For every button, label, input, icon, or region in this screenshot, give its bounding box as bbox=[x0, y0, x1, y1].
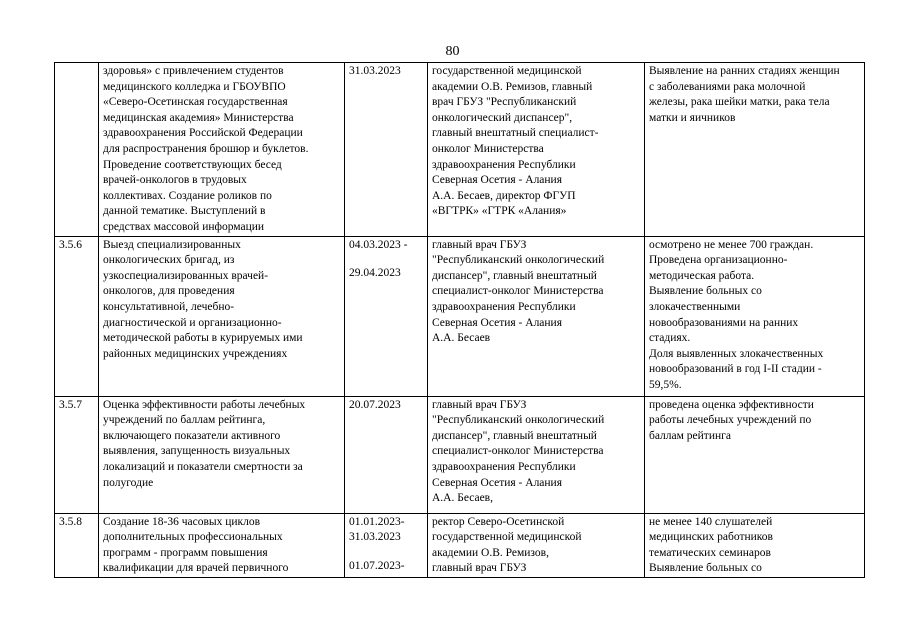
deadline-cell bbox=[345, 396, 428, 513]
item-number-cell: 3.5.7 bbox=[55, 396, 99, 513]
activity-cell: здоровья» с привлечением студентов медицинского колледжа и ГБОУВПО «Северо-Осетинская государственная медицинская академия» Министерства здравоохранения Российской Федерации для распространения брошюр и буклетов. Проведение соответствующих бесед врачей-онкологов в трудовых коллективах. Создание роликов по данной тематике. Выступлений в средствах массовой информации bbox=[99, 63, 345, 237]
responsible-cell: главный врач ГБУЗ "Республиканский онкологический диспансер", главный внештатный специалист-онколог Министерства здравоохранения Республики Северная Осетия - Алания А.А. Бесаев, bbox=[428, 396, 645, 513]
activity-cell: Создание 18-36 часовых циклов дополнительных профессиональных программ - программ повышения квалификации для врачей первичного bbox=[99, 513, 345, 577]
table-row bbox=[55, 513, 865, 577]
responsible-cell: главный врач ГБУЗ "Республиканский онкологический диспансер", главный внештатный специалист-онколог Министерства здравоохранения Республики Северная Осетия - Алания А.А. Бесаев bbox=[428, 236, 645, 396]
deadline-start: 31.03.2023 bbox=[349, 65, 401, 77]
result-cell: Выявление на ранних стадиях женщин с заболеваниями рака молочной железы, рака шейки матки, рака тела матки и яичников bbox=[645, 63, 865, 237]
deadline-cell bbox=[345, 63, 428, 237]
deadline-start: 04.03.2023 - bbox=[349, 238, 408, 251]
table-row bbox=[55, 236, 865, 396]
deadline-cell bbox=[345, 513, 428, 577]
deadline-cell bbox=[345, 236, 428, 396]
item-number-cell: 3.5.8 bbox=[55, 513, 99, 577]
deadline-end: 01.07.2023- bbox=[349, 559, 405, 572]
responsible-cell: государственной медицинской академии О.В. Ремизов, главный врач ГБУЗ "Республиканский онкологический диспансер", главный внештатный специалист- онколог Министерства здравоохранения Республики Северная Осетия - Алания А.А. Бесаев, директор ФГУП «ВГТРК» «ГТРК «Алания» bbox=[428, 63, 645, 237]
responsible-cell: ректор Северо-Осетинской государственной медицинской академии О.В. Ремизов, главный врач ГБУЗ bbox=[428, 513, 645, 577]
page-number: 80 bbox=[445, 44, 460, 59]
item-number-cell bbox=[55, 63, 99, 237]
deadline-start: 01.01.2023- 31.03.2023 bbox=[349, 515, 405, 544]
table-row bbox=[55, 396, 865, 513]
activity-cell: Выезд специализированных онкологических бригад, из узкоспециализированных врачей- онкологов, для проведения консультативной, лечебно- диагностической и организационно- методической работы в курируемых ими районных медицинских учреждениях bbox=[99, 236, 345, 396]
table-row bbox=[55, 63, 865, 237]
deadline-end: 29.04.2023 bbox=[349, 267, 401, 280]
result-cell: не менее 140 слушателей медицинских работников тематических семинаров Выявление больных со bbox=[645, 513, 865, 577]
deadline-start: 20.07.2023 bbox=[349, 398, 401, 411]
activity-cell: Оценка эффективности работы лечебных учреждений по баллам рейтинга, включающего показатели активного выявления, запущенность визуальных локализаций и показатели смертности за полугодие bbox=[99, 396, 345, 513]
result-cell: осмотрено не менее 700 граждан. Проведена организационно- методическая работа. Выявление больных со злокачественными новообразованиями на ранних стадиях. Доля выявленных злокачественных новообразований в год I-II стадии - 59,5%. bbox=[645, 236, 865, 396]
item-number-cell: 3.5.6 bbox=[55, 236, 99, 396]
activity-plan-table bbox=[54, 62, 865, 578]
result-cell: проведена оценка эффективности работы лечебных учреждений по баллам рейтинга bbox=[645, 396, 865, 513]
